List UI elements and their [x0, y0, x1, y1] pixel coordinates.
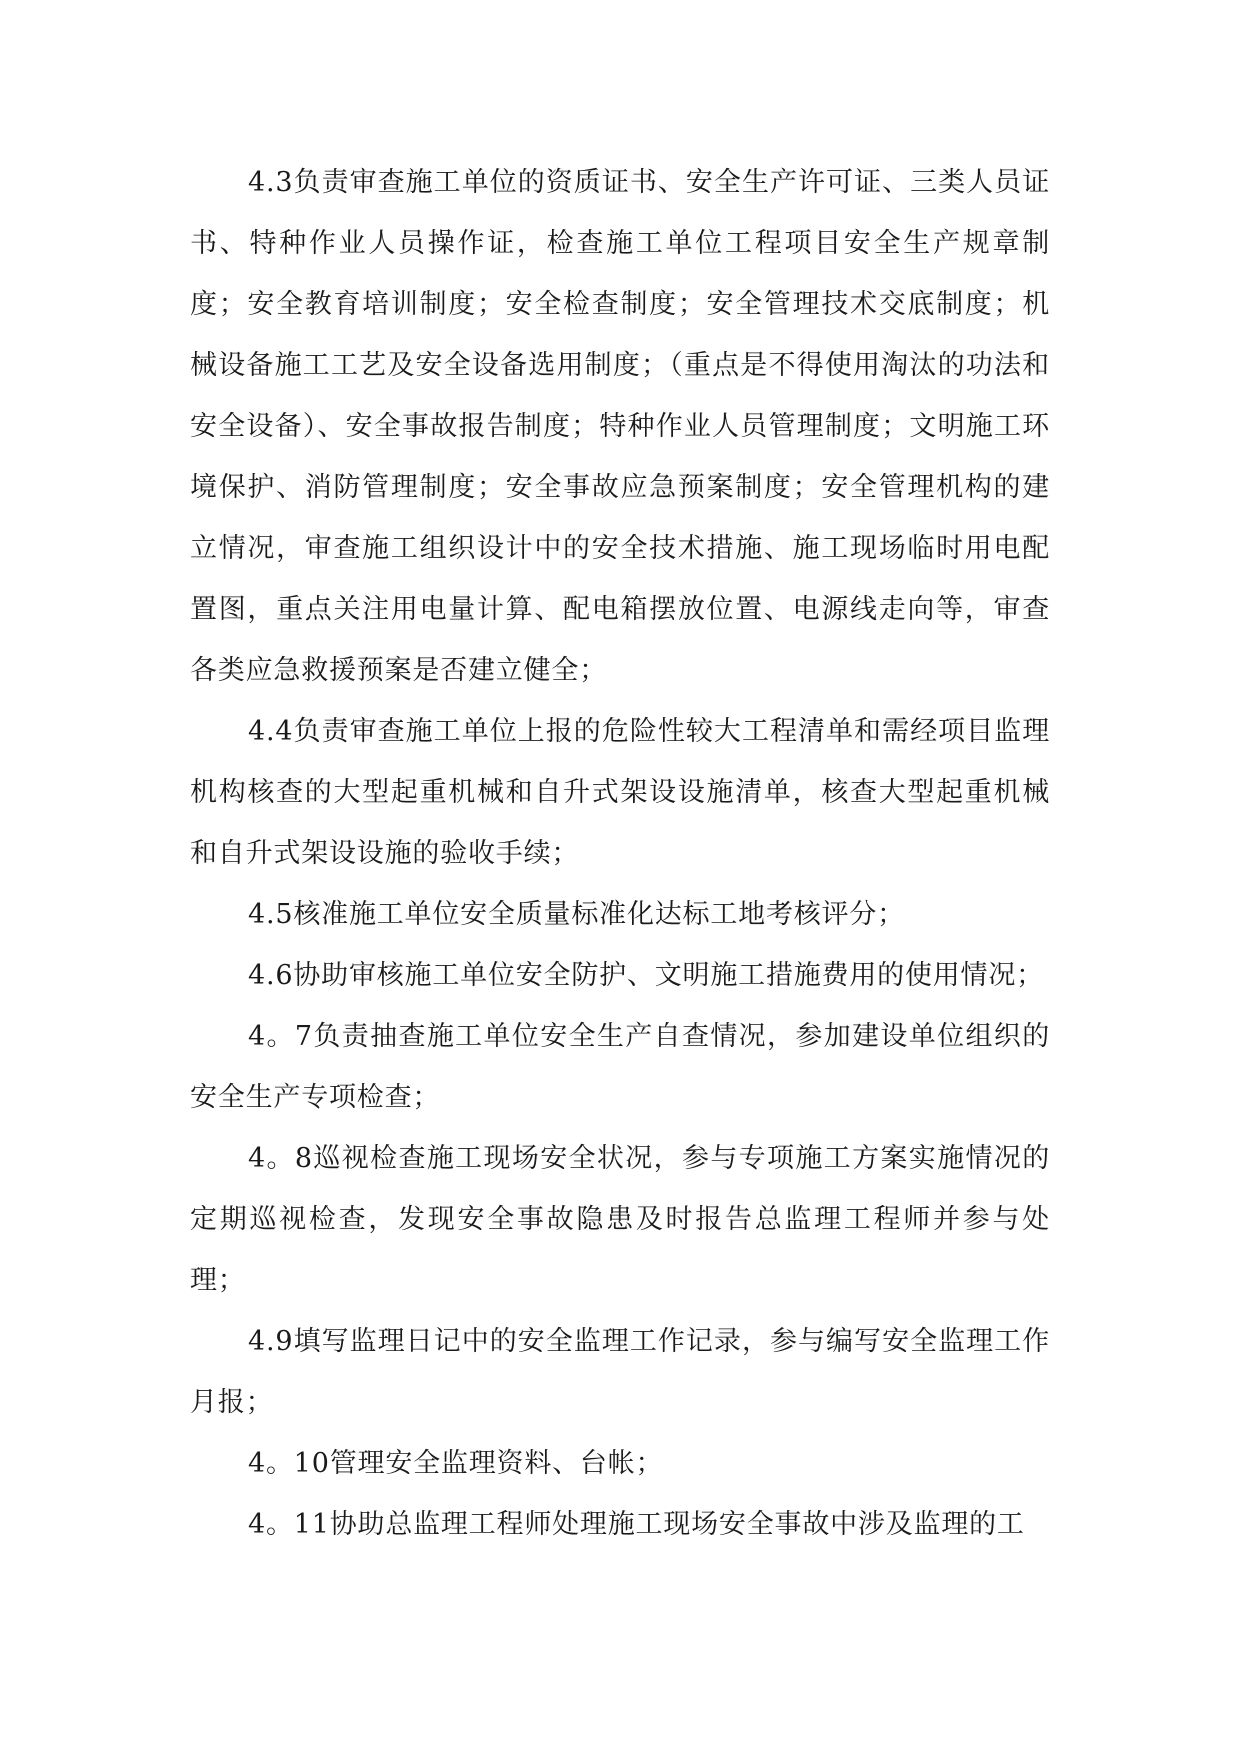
paragraph-4-3: 4.3负责审查施工单位的资质证书、安全生产许可证、三类人员证书、特种作业人员操作证，检查施工单位工程项目安全生产规章制度；安全教育培训制度；安全检查制度；安全管理技术交底制度；机械设备施工工艺及安全设备选用制度；（重点是不得使用淘汰的功法和安全设备）、安全事故报告制度；特种作业人员管理制度；文明施工环境保护、消防管理制度；安全事故应急预案制度；安全管理机构的建立情况，审查施工组织设计中的安全技术措施、施工现场临时用电配置图，重点关注用电量计算、配电箱摆放位置、电源线走向等，审查各类应急救援预案是否建立健全； [190, 167, 1050, 686]
paragraph-4-10: 4。10管理安全监理资料、台帐； [248, 1448, 664, 1479]
paragraph-4-11: 4。11协助总监理工程师处理施工现场安全事故中涉及监理的工 [248, 1509, 1025, 1540]
paragraph-4-6: 4.6协助审核施工单位安全防护、文明施工措施费用的使用情况； [248, 960, 1044, 991]
paragraph-4-4: 4.4负责审查施工单位上报的危险性较大工程清单和需经项目监理机构核查的大型起重机械和自升式架设设施清单，核查大型起重机械和自升式架设设施的验收手续； [190, 716, 1050, 869]
paragraph-4-5: 4.5核准施工单位安全质量标准化达标工地考核评分； [248, 899, 905, 930]
document-body [190, 152, 1050, 1555]
paragraph-4-9: 4.9填写监理日记中的安全监理工作记录，参与编写安全监理工作月报； [190, 1326, 1050, 1418]
paragraph-4-7: 4。7负责抽查施工单位安全生产自查情况，参加建设单位组织的安全生产专项检查； [190, 1021, 1050, 1113]
paragraph-4-8: 4。8巡视检查施工现场安全状况，参与专项施工方案实施情况的定期巡视检查，发现安全事故隐患及时报告总监理工程师并参与处理； [190, 1143, 1050, 1296]
